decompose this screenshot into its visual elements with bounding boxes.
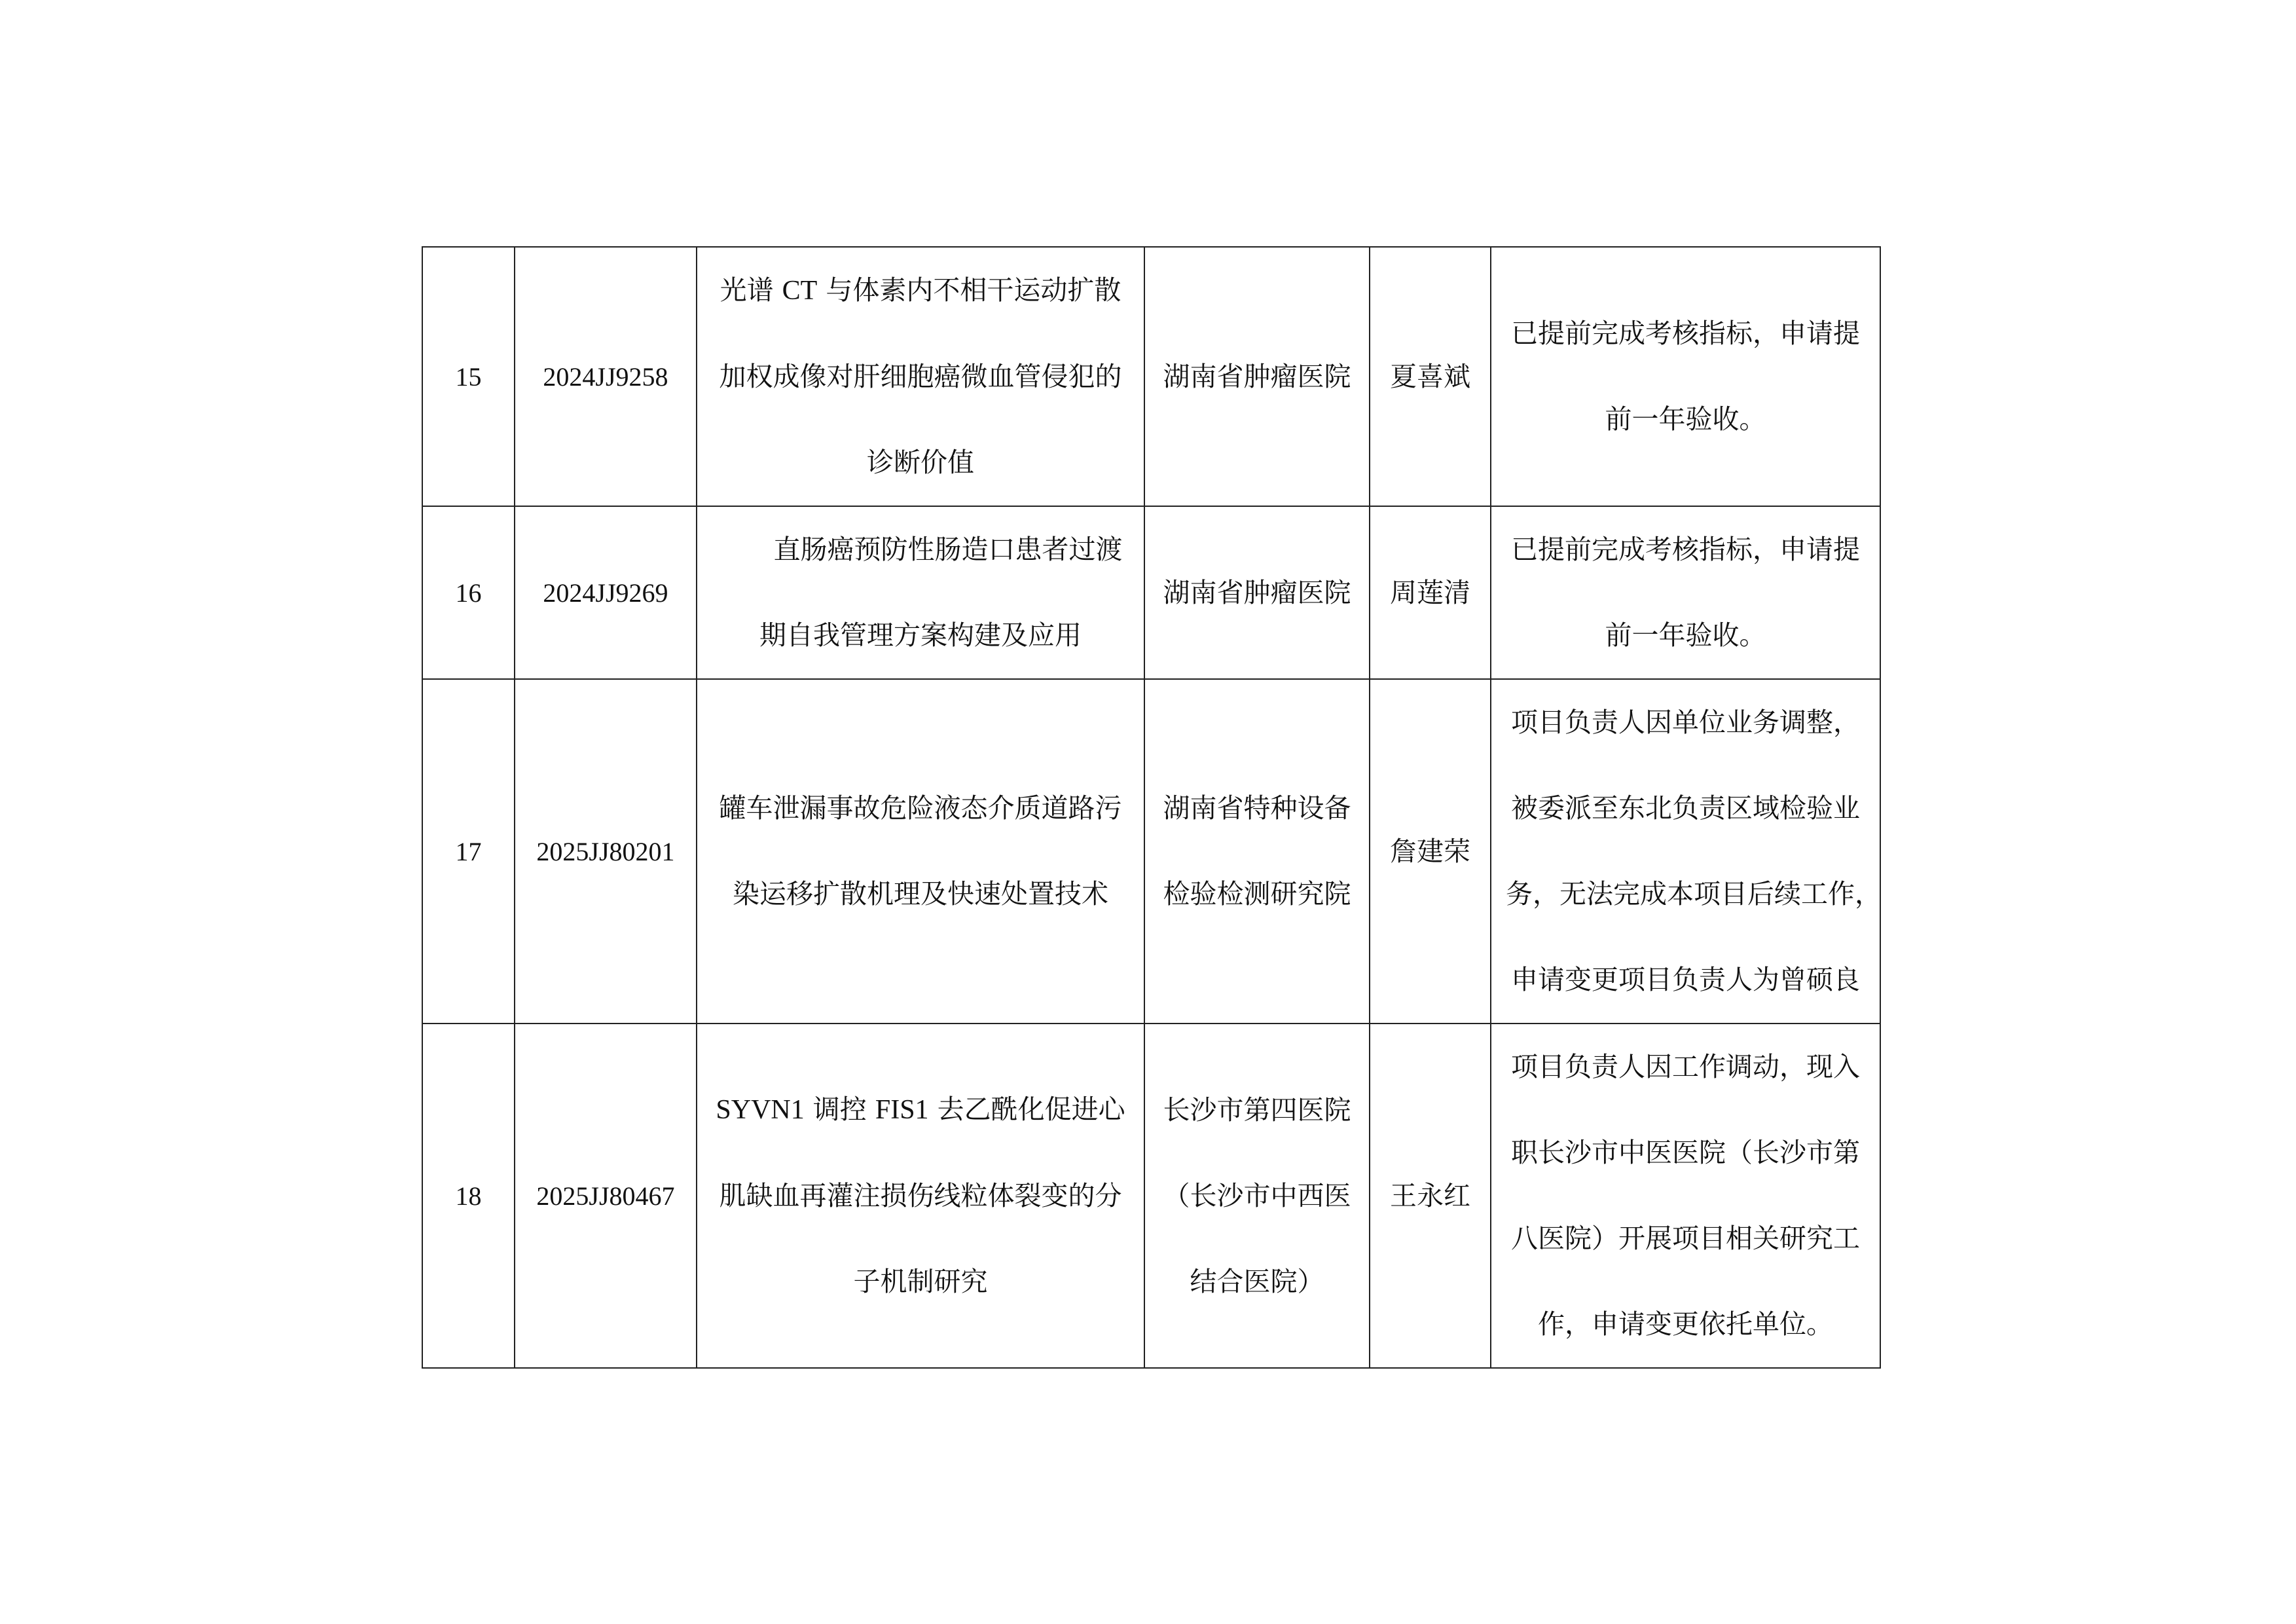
project-title bbox=[697, 679, 1144, 1024]
organization-line: 湖南省特种设备 bbox=[1163, 792, 1351, 824]
title-fragment: 去乙酰化促进心 bbox=[937, 1094, 1125, 1125]
title-line bbox=[712, 248, 1129, 334]
organization bbox=[1144, 1024, 1370, 1368]
title-fragment: CT bbox=[782, 276, 818, 306]
project-title bbox=[697, 1024, 1144, 1368]
title-line: 期自我管理方案构建及应用 bbox=[759, 619, 1082, 651]
table-row bbox=[422, 506, 1880, 679]
organization-line: 检验检测研究院 bbox=[1163, 878, 1351, 910]
title-line: 罐车泄漏事故危险液态介质道路污 bbox=[719, 792, 1122, 824]
organization-line: 结合医院） bbox=[1190, 1265, 1324, 1297]
project-table bbox=[422, 246, 1881, 1369]
row-number: 16 bbox=[422, 506, 515, 679]
remark-line: 已提前完成考核指标，申请提 bbox=[1511, 318, 1860, 349]
remark bbox=[1491, 247, 1880, 506]
remark-line: 务，无法完成本项目后续工作， bbox=[1506, 878, 1882, 910]
organization-line: 湖南省肿瘤医院 bbox=[1163, 576, 1351, 608]
remark-line: 被委派至东北负责区域检验业 bbox=[1511, 792, 1860, 824]
project-code: 2024JJ9258 bbox=[515, 247, 697, 506]
title-line: 直肠癌预防性肠造口患者过渡 bbox=[773, 534, 1123, 565]
remark-line: 已提前完成考核指标，申请提 bbox=[1511, 534, 1860, 565]
organization-line: 长沙市第四医院 bbox=[1163, 1094, 1351, 1126]
table-row bbox=[422, 679, 1880, 1024]
project-leader: 周莲清 bbox=[1370, 506, 1491, 679]
remark-line: 项目负责人因工作调动，现入 bbox=[1511, 1051, 1860, 1082]
organization bbox=[1144, 247, 1370, 506]
remark bbox=[1491, 679, 1880, 1024]
project-title bbox=[697, 247, 1144, 506]
remark-line: 项目负责人因单位业务调整， bbox=[1511, 707, 1860, 738]
project-code: 2025JJ80201 bbox=[515, 679, 697, 1024]
row-number: 18 bbox=[422, 1024, 515, 1368]
project-leader: 詹建荣 bbox=[1370, 679, 1491, 1024]
title-line: 肌缺血再灌注损伤线粒体裂变的分 bbox=[719, 1180, 1122, 1211]
project-code: 2025JJ80467 bbox=[515, 1024, 697, 1368]
remark-line: 作，申请变更依托单位。 bbox=[1538, 1308, 1833, 1340]
title-fragment: SYVN1 bbox=[716, 1095, 805, 1125]
remark bbox=[1491, 506, 1880, 679]
remark-line: 职长沙市中医医院（长沙市第 bbox=[1511, 1137, 1860, 1168]
title-fragment: FIS1 bbox=[875, 1095, 929, 1125]
organization bbox=[1144, 679, 1370, 1024]
remark-line: 前一年验收。 bbox=[1605, 403, 1766, 435]
title-fragment: 光谱 bbox=[720, 274, 774, 306]
title-fragment: 调控 bbox=[812, 1094, 867, 1125]
title-line: 染运移扩散机理及快速处置技术 bbox=[733, 878, 1108, 910]
project-title bbox=[697, 506, 1144, 679]
title-line: 诊断价值 bbox=[867, 447, 974, 478]
remark-line: 前一年验收。 bbox=[1605, 619, 1766, 651]
project-code: 2024JJ9269 bbox=[515, 506, 697, 679]
organization-line: 湖南省肿瘤医院 bbox=[1163, 360, 1351, 392]
project-leader: 夏喜斌 bbox=[1370, 247, 1491, 506]
project-leader: 王永红 bbox=[1370, 1024, 1491, 1368]
table-row bbox=[422, 1024, 1880, 1368]
organization bbox=[1144, 506, 1370, 679]
row-number: 15 bbox=[422, 247, 515, 506]
row-number: 17 bbox=[422, 679, 515, 1024]
title-line: 加权成像对肝细胞癌微血管侵犯的 bbox=[719, 361, 1122, 392]
title-line bbox=[712, 1067, 1129, 1153]
remark bbox=[1491, 1024, 1880, 1368]
organization-line: （长沙市中西医 bbox=[1163, 1179, 1351, 1211]
title-line: 子机制研究 bbox=[853, 1266, 988, 1297]
title-fragment: 与体素内不相干运动扩散 bbox=[826, 274, 1121, 306]
remark-line: 申请变更项目负责人为曾硕良 bbox=[1511, 964, 1860, 995]
table-row bbox=[422, 247, 1880, 506]
remark-line: 八医院）开展项目相关研究工 bbox=[1511, 1223, 1860, 1254]
